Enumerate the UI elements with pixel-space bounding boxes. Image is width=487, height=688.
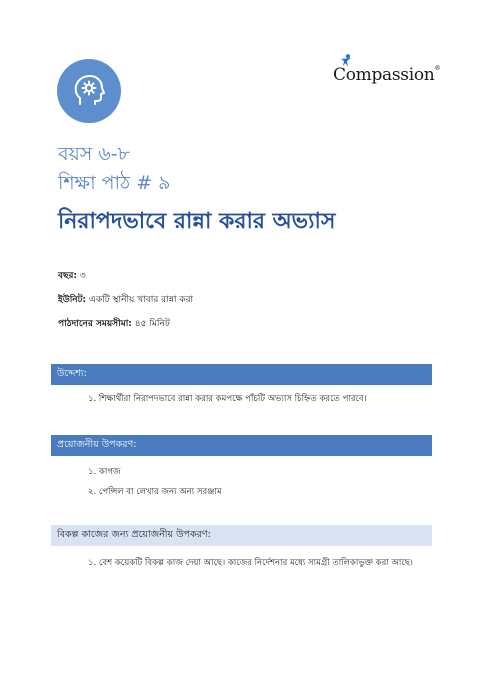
objective-heading: উদ্দেশ্য: [51, 364, 432, 385]
logo-text: Compassion® [333, 65, 441, 85]
materials-item: ২. পেন্সিল বা লেখার জন্য অন্য সরঞ্জাম [88, 487, 222, 497]
lesson-number: শিক্ষা পাঠ # ৯ [58, 172, 171, 194]
grade-line [58, 268, 86, 283]
materials-item: ১. কাগজ [88, 467, 121, 477]
brain-gear-icon [57, 59, 121, 123]
alt-materials-heading: বিকল্প কাজের জন্য প্রয়োজনীয় উপকরণ: [51, 525, 432, 546]
compassion-logo [333, 54, 441, 86]
unit-value: একটি স্থানীয় খাবার রান্না করা [89, 295, 194, 305]
unit-line [58, 292, 193, 307]
time-line [58, 316, 170, 331]
grade-value: ৩ [79, 271, 86, 281]
unit-label: ইউনিট: [58, 295, 87, 305]
age-range: বয়স ৬-৮ [58, 143, 130, 165]
alt-materials-item: ১. বেশ কয়েকটি বিকল্প কাজ দেয়া আছে। কাজের নির্দেশনার মধ্যে সামগ্রী তালিকাভুক্ত করা আছে। [88, 558, 413, 568]
materials-heading: প্রয়োজনীয় উপকরণ: [51, 435, 432, 456]
time-value: ৪৫ মিনিট [134, 319, 170, 329]
grade-label: বছর: [58, 271, 78, 281]
lesson-title: নিরাপদভাবে রান্না করার অভ্যাস [58, 209, 336, 234]
time-label: পাঠদানের সময়সীমা: [58, 319, 132, 329]
objective-item: ১. শিক্ষার্থীরা নিরাপদভাবে রান্না করার কমপক্ষে পাঁচটি অভ্যাস চিহ্নিত করতে পারবে। [88, 394, 367, 404]
